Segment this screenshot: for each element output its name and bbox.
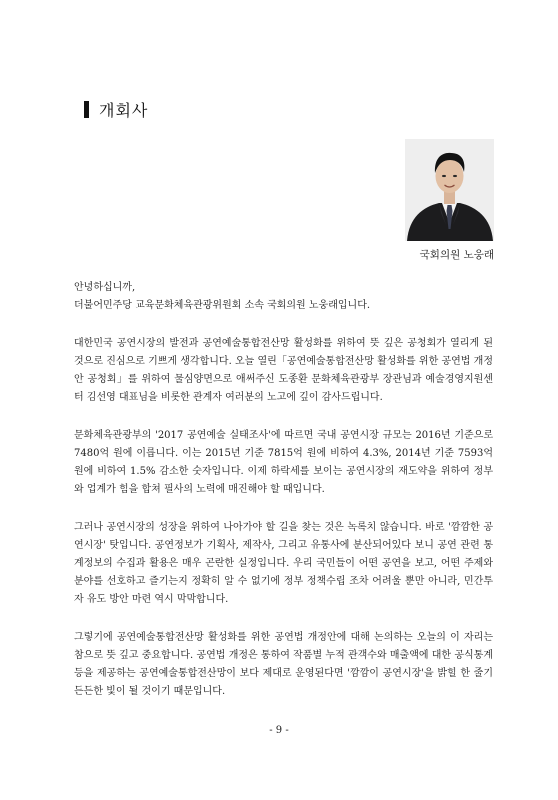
- speech-paragraph: 문화체육관광부의 '2017 공연예술 실태조사'에 따르면 국내 공연시장 규모는 2016년 기준으로 7480억 원에 이릅니다. 이는 2015년 기준 7815억 원에 비하여 4.3%, 2014년 기준 7593억 원에 비하여 1.5% 감소한 숫자입니다. 이제 하락세를 보이는 공연시장의 재도약을 위하여 정부와 업계가 힘을 합쳐 필사의 노력에 매진해야 할 때입니다.: [74, 430, 493, 495]
- heading-bar-marker: [84, 101, 89, 118]
- greeting-paragraph: [74, 279, 493, 315]
- speech-paragraph: 대한민국 공연시장의 발전과 공연예술통합전산망 활성화를 위하여 뜻 깊은 공청회가 열리게 된 것으로 진심으로 기쁘게 생각합니다. 오늘 열린「공연예술통합전산망 활성화를 위한 공연법 개정안 공청회」를 위하여 물심양면으로 애써주신 도종환 문화체육관광부 장관님과 예술경영지원센터 김선영 대표님을 비롯한 관계자 여러분의 노고에 깊이 감사드립니다.: [74, 338, 493, 403]
- speech-paragraph: 그렇기에 공연예술통합전산망 활성화를 위한 공연법 개정안에 대해 논의하는 오늘의 이 자리는 참으로 뜻 깊고 중요합니다. 공연법 개정은 통하여 작품별 누적 관객수와 매출액에 대한 공식통계 등을 제공하는 공연예술통합전산망이 보다 제대로 운영된다면 '깜깜이 공연시장'을 밝힐 한 줄기 든든한 빛이 될 것이기 때문입니다.: [74, 632, 493, 697]
- speaker-photo: [405, 139, 494, 241]
- section-heading: [84, 98, 148, 121]
- speaker-caption: 국회의원 노웅래: [419, 249, 494, 261]
- page-number: - 9 -: [269, 725, 289, 736]
- speech-body: [74, 279, 493, 721]
- speaker-portrait-image: [405, 139, 494, 241]
- heading-title: 개회사: [99, 101, 149, 120]
- speech-paragraph: 그러나 공연시장의 성장을 위하여 나아가야 할 길을 찾는 것은 녹록치 않습니다. 바로 '깜깜한 공연시장' 탓입니다. 공연정보가 기획사, 제작사, 그리고 유통사에 분산되어있다 보니 공연 관련 통계정보의 수집과 활용은 매우 곤란한 실정입니다. 우리 국민들이 어떤 공연을 보고, 어떤 주제와 분야를 선호하고 즐기는지 정확히 알 수 없기에 정부 정책수립 조차 어려울 뿐만 아니라, 민간투자 유도 방안 마련 역시 막막합니다.: [74, 522, 493, 605]
- greeting-text: 안녕하십니까, 더불어민주당 교육문화체육관광위원회 소속 국회의원 노웅래입니다.: [74, 282, 371, 311]
